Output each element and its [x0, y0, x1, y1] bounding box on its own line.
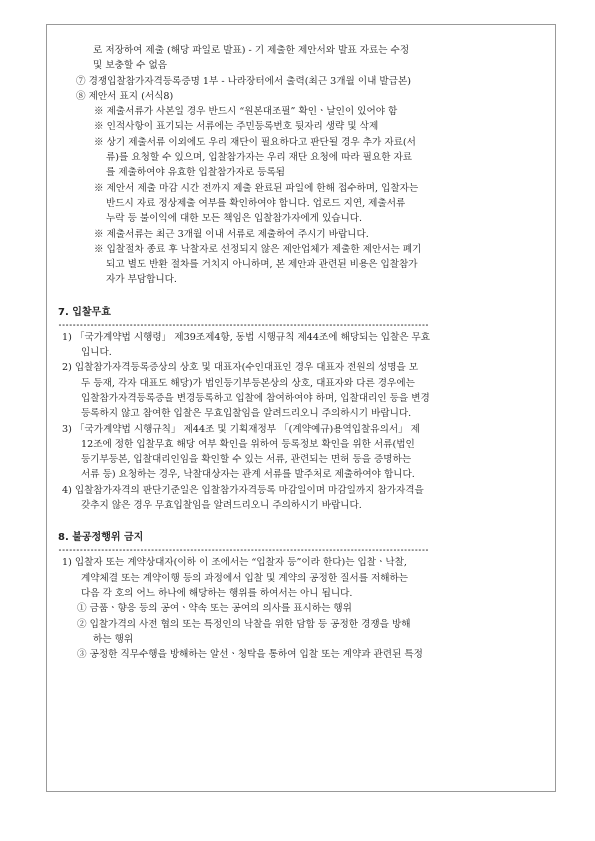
list-item-cont: 입니다.	[81, 347, 112, 359]
list-item-cont: 갖추지 않은 경우 무효입찰임을 알려드리오니 주의하시기 바랍니다.	[81, 500, 362, 512]
list-item-cont: 입찰참가자격등록증을 변경등록하고 입찰에 참여하여야 하며, 입찰대리인 등을 변경	[81, 392, 430, 404]
document-body	[58, 43, 546, 662]
section-8	[58, 530, 546, 662]
note-6: ※ 입찰절차 종료 후 낙찰자로 선정되지 않은 제안업체가 제출한 제안서는 폐기	[94, 243, 422, 255]
item-8: ⑧ 제안서 표지 (서식8)	[76, 90, 174, 102]
note-4: ※ 제안서 제출 마감 시간 전까지 제출 완료된 파일에 한해 접수하며, 입찰자는	[94, 182, 419, 194]
list-item-cont: 서류 등) 요청하는 경우, 낙찰대상자는 관계 서류를 발주처로 제출하여야 합니다.	[81, 469, 415, 481]
list-item: 1) 「국가계약법 시행령」 제39조제4항, 동법 시행규칙 제44조에 해당되는 입찰은 무효	[62, 331, 431, 343]
list-item-cont: 다음 각 호의 어느 하나에 해당하는 행위를 하여서는 아니 됩니다.	[81, 587, 353, 599]
sub-item-cont: 하는 행위	[93, 633, 134, 645]
note-3-cont: 를 제출하여야 유효한 입찰참가자로 등록됨	[106, 167, 286, 179]
list-item-cont: 두 등재, 각자 대표도 해당)가 법인등기부등본상의 상호, 대표자와 다른 경우에는	[81, 377, 415, 389]
sub-item: ① 금품ㆍ향응 등의 공여ㆍ약속 또는 공여의 의사를 표시하는 행위	[77, 603, 352, 615]
dashed-divider: --------------------------------------------------------------------------------------------------------	[58, 546, 429, 555]
note-3: ※ 상기 제출서류 이외에도 우리 재단이 필요하다고 판단될 경우 추가 자료(서	[94, 136, 416, 148]
list-item-cont: 등기부등본, 입찰대리인임을 확인할 수 있는 서류, 관련되는 면허 등을 증명하는	[81, 454, 412, 466]
text-line: 및 보충할 수 없음	[93, 60, 168, 72]
note-5: ※ 제출서류는 최근 3개월 이내 서류로 제출하여 주시기 바랍니다.	[94, 228, 369, 240]
list-item: 2) 입찰참가자격등록증상의 상호 및 대표자(수인대표인 경우 대표자 전원의 성명을 모	[62, 362, 419, 374]
sub-item: ② 입찰가격의 사전 협의 또는 특정인의 낙찰을 위한 담합 등 공정한 경쟁을 방해	[77, 618, 411, 630]
note-6-cont: 되고 별도 반환 절차를 거치지 아니하며, 본 제안과 관련된 비용은 입찰참가	[106, 259, 418, 271]
sub-item: ③ 공정한 직무수행을 방해하는 알선ㆍ청탁을 통하여 입찰 또는 계약과 관련된 특정	[77, 649, 423, 661]
list-item-cont: 계약체결 또는 계약이행 등의 과정에서 입찰 및 계약의 공정한 질서를 저해하는	[81, 572, 409, 584]
note-3-cont: 류)를 요청할 수 있으며, 입찰참가자는 우리 재단 요청에 따라 필요한 자료	[106, 152, 413, 164]
note-4-cont: 반드시 자료 정상제출 여부를 확인하여야 합니다. 업로드 지연, 제출서류	[106, 197, 406, 209]
list-item-cont: 등록하지 않고 참여한 입찰은 무효입찰임을 알려드리오니 주의하시기 바랍니다.	[81, 408, 412, 420]
list-item: 1) 입찰자 또는 계약상대자(이하 이 조에서는 “입찰자 등”이라 한다)는 입찰ㆍ낙찰,	[62, 557, 407, 569]
text-line: 로 저장하여 제출 (해당 파일로 발표) - 기 제출한 제안서와 발표 자료는 수정	[93, 45, 410, 56]
note-4-cont: 누락 등 불이익에 대한 모든 책임은 입찰참가자에게 있습니다.	[106, 213, 363, 225]
submission-continuation	[58, 43, 546, 288]
item-7: ⑦ 경쟁입찰참가자격등록증명 1부 - 나라장터에서 출력(최근 3개월 이내 발급본)	[76, 75, 411, 87]
note-2: ※ 인적사항이 표기되는 서류에는 주민등록번호 뒷자리 생략 및 삭제	[94, 121, 379, 133]
note-1: ※ 제출서류가 사본일 경우 반드시 “원본대조필” 확인ㆍ날인이 있어야 함	[94, 106, 398, 118]
section-heading: 7. 입찰무효	[58, 306, 111, 318]
list-item: 4) 입찰참가자격의 판단기준일은 입찰참가자격등록 마감일이며 마감일까지 참가자격을	[62, 484, 424, 496]
note-6-cont: 자가 부담합니다.	[106, 274, 177, 286]
list-item: 3) 「국가계약법 시행규칙」 제44조 및 기획재정부 「(계약예규)용역입찰유의서」 제	[62, 423, 421, 435]
dashed-divider: --------------------------------------------------------------------------------------------------------	[58, 320, 429, 329]
section-7	[58, 305, 546, 514]
section-heading: 8. 불공정행위 금지	[58, 532, 144, 544]
list-item-cont: 12조에 정한 입찰무효 해당 여부 확인을 위하여 등록정보 확인을 위한 서류(법인	[81, 438, 415, 450]
